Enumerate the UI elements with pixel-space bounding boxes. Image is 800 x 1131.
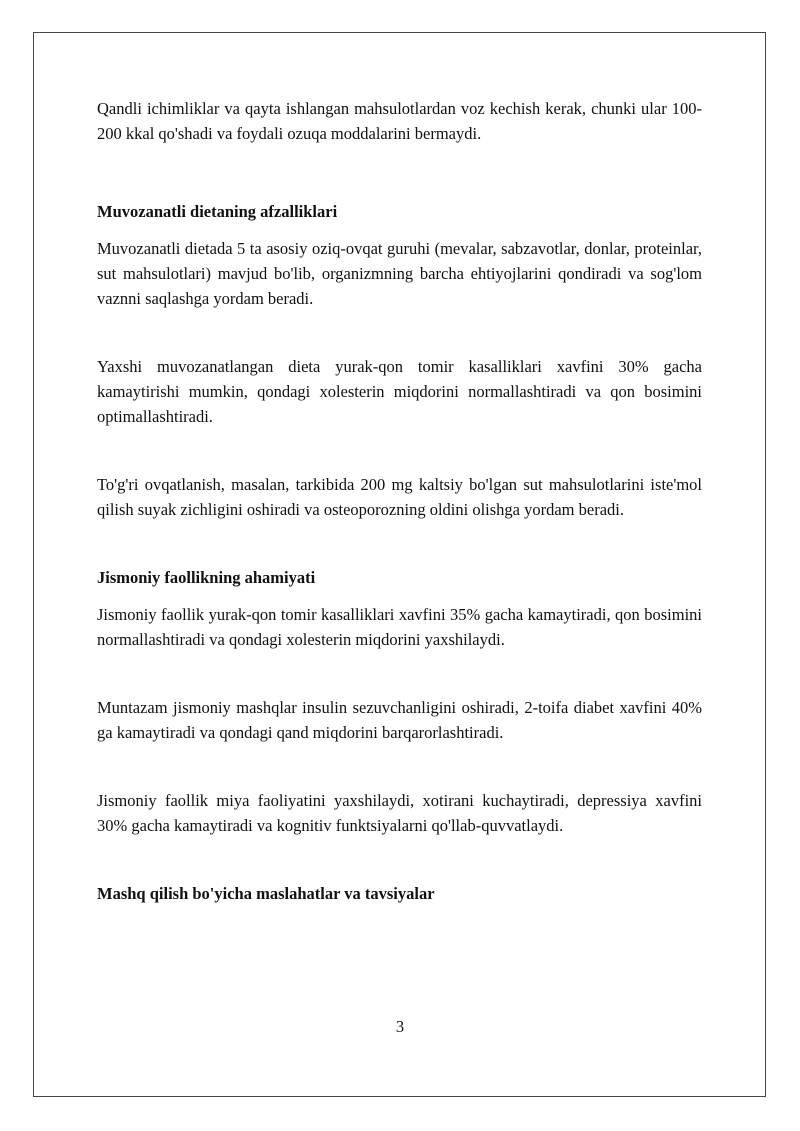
- paragraph-exercise-diabetes: Muntazam jismoniy mashqlar insulin sezuvchanligini oshiradi, 2-toifa diabet xavfini 40% ga kamaytiradi va qondagi qand miqdorini barqarorlashtiradi.: [97, 698, 702, 742]
- paragraph-cardiovascular-risk: Yaxshi muvozanatlangan dieta yurak-qon tomir kasalliklari xavfini 30% gacha kamaytirishi mumkin, qondagi xolesterin miqdorini normallashtiradi va qon bosimini optimallashtiradi.: [97, 357, 702, 426]
- paragraph-activity-heart: Jismoniy faollik yurak-qon tomir kasalliklari xavfini 35% gacha kamaytiradi, qon bosimini normallashtiradi va qondagi xolesterin miqdorini yaxshilaydi.: [97, 605, 702, 649]
- paragraph-sugary-drinks: Qandli ichimliklar va qayta ishlangan mahsulotlardan voz kechish kerak, chunki ular 100-200 kkal qo'shadi va foydali ozuqa moddalarini bermaydi.: [97, 99, 702, 143]
- page-number: 3: [395, 1017, 405, 1036]
- heading-balanced-diet-benefits: Muvozanatli dietaning afzalliklari: [97, 202, 338, 221]
- paragraph-brain-function: Jismoniy faollik miya faoliyatini yaxshilaydi, xotirani kuchaytiradi, depressiya xavfini 30% gacha kamaytiradi va kognitiv funktsiyalarni qo'llab-quvvatlaydi.: [97, 791, 702, 835]
- paragraph-calcium-bones: To'g'ri ovqatlanish, masalan, tarkibida 200 mg kaltsiy bo'lgan sut mahsulotlarini iste'mol qilish suyak zichligini oshiradi va osteoporozning oldini olishga yordam beradi.: [97, 475, 702, 519]
- heading-exercise-tips: Mashq qilish bo'yicha maslahatlar va tavsiyalar: [97, 884, 435, 903]
- heading-physical-activity: Jismoniy faollikning ahamiyati: [97, 568, 316, 587]
- paragraph-food-groups: Muvozanatli dietada 5 ta asosiy oziq-ovqat guruhi (mevalar, sabzavotlar, donlar, proteinlar, sut mahsulotlari) mavjud bo'lib, organizmning barcha ehtiyojlarini qondiradi va sog'lom vaznni saqlashga yordam beradi.: [97, 239, 702, 308]
- document-body: [97, 96, 702, 906]
